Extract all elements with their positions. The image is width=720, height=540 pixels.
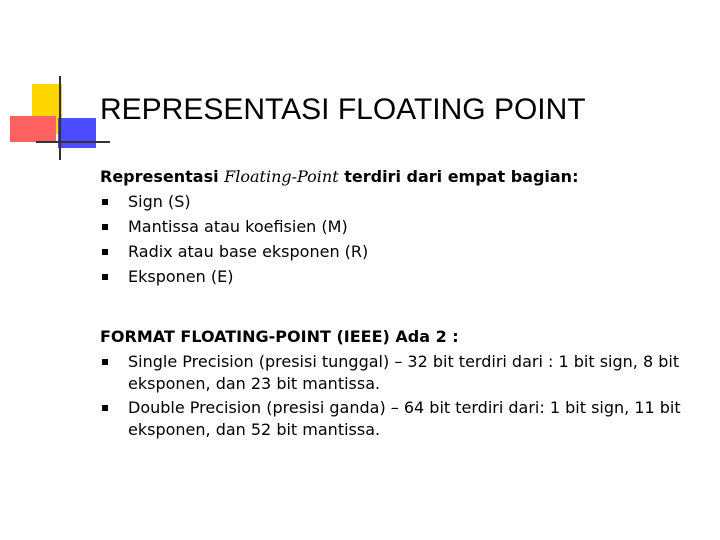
section1-heading-prefix: Representasi <box>100 167 225 186</box>
section1-list <box>100 189 710 289</box>
list-item <box>100 351 710 395</box>
list-item <box>100 214 710 239</box>
square-bullet-icon <box>102 199 108 205</box>
square-bullet-icon <box>102 274 108 280</box>
list-item <box>100 264 710 289</box>
slide-title: REPRESENTASI FLOATING POINT <box>100 93 586 126</box>
square-bullet-icon <box>102 224 108 230</box>
list-item-text: Eksponen (E) <box>128 267 234 286</box>
square-bullet-icon <box>102 249 108 255</box>
decorative-squares <box>0 0 110 170</box>
section1-heading <box>100 164 710 189</box>
section2-heading: FORMAT FLOATING-POINT (IEEE) Ada 2 : <box>100 327 459 346</box>
square-bullet-icon <box>102 405 108 411</box>
section1-heading-suffix: terdiri dari empat bagian: <box>338 167 579 186</box>
blue-square <box>58 118 96 148</box>
red-square <box>10 116 56 142</box>
list-item <box>100 239 710 264</box>
list-item-text: Double Precision (presisi ganda) – 64 bit terdiri dari: 1 bit sign, 11 bit eksponen, dan 52 bit mantissa. <box>128 398 681 439</box>
square-bullet-icon <box>102 359 108 365</box>
section-spacer <box>100 289 710 324</box>
section1-heading-emphasis: Floating-Point <box>224 167 339 186</box>
list-item-text: Mantissa atau koefisien (M) <box>128 217 348 236</box>
list-item-text: Radix atau base eksponen (R) <box>128 242 369 261</box>
list-item-text: Sign (S) <box>128 192 191 211</box>
list-item <box>100 397 710 441</box>
slide-content <box>100 164 710 441</box>
section2-list <box>100 351 710 441</box>
list-item-text: Single Precision (presisi tunggal) – 32 bit terdiri dari : 1 bit sign, 8 bit eksponen, dan 23 bit mantissa. <box>128 352 680 393</box>
list-item <box>100 189 710 214</box>
